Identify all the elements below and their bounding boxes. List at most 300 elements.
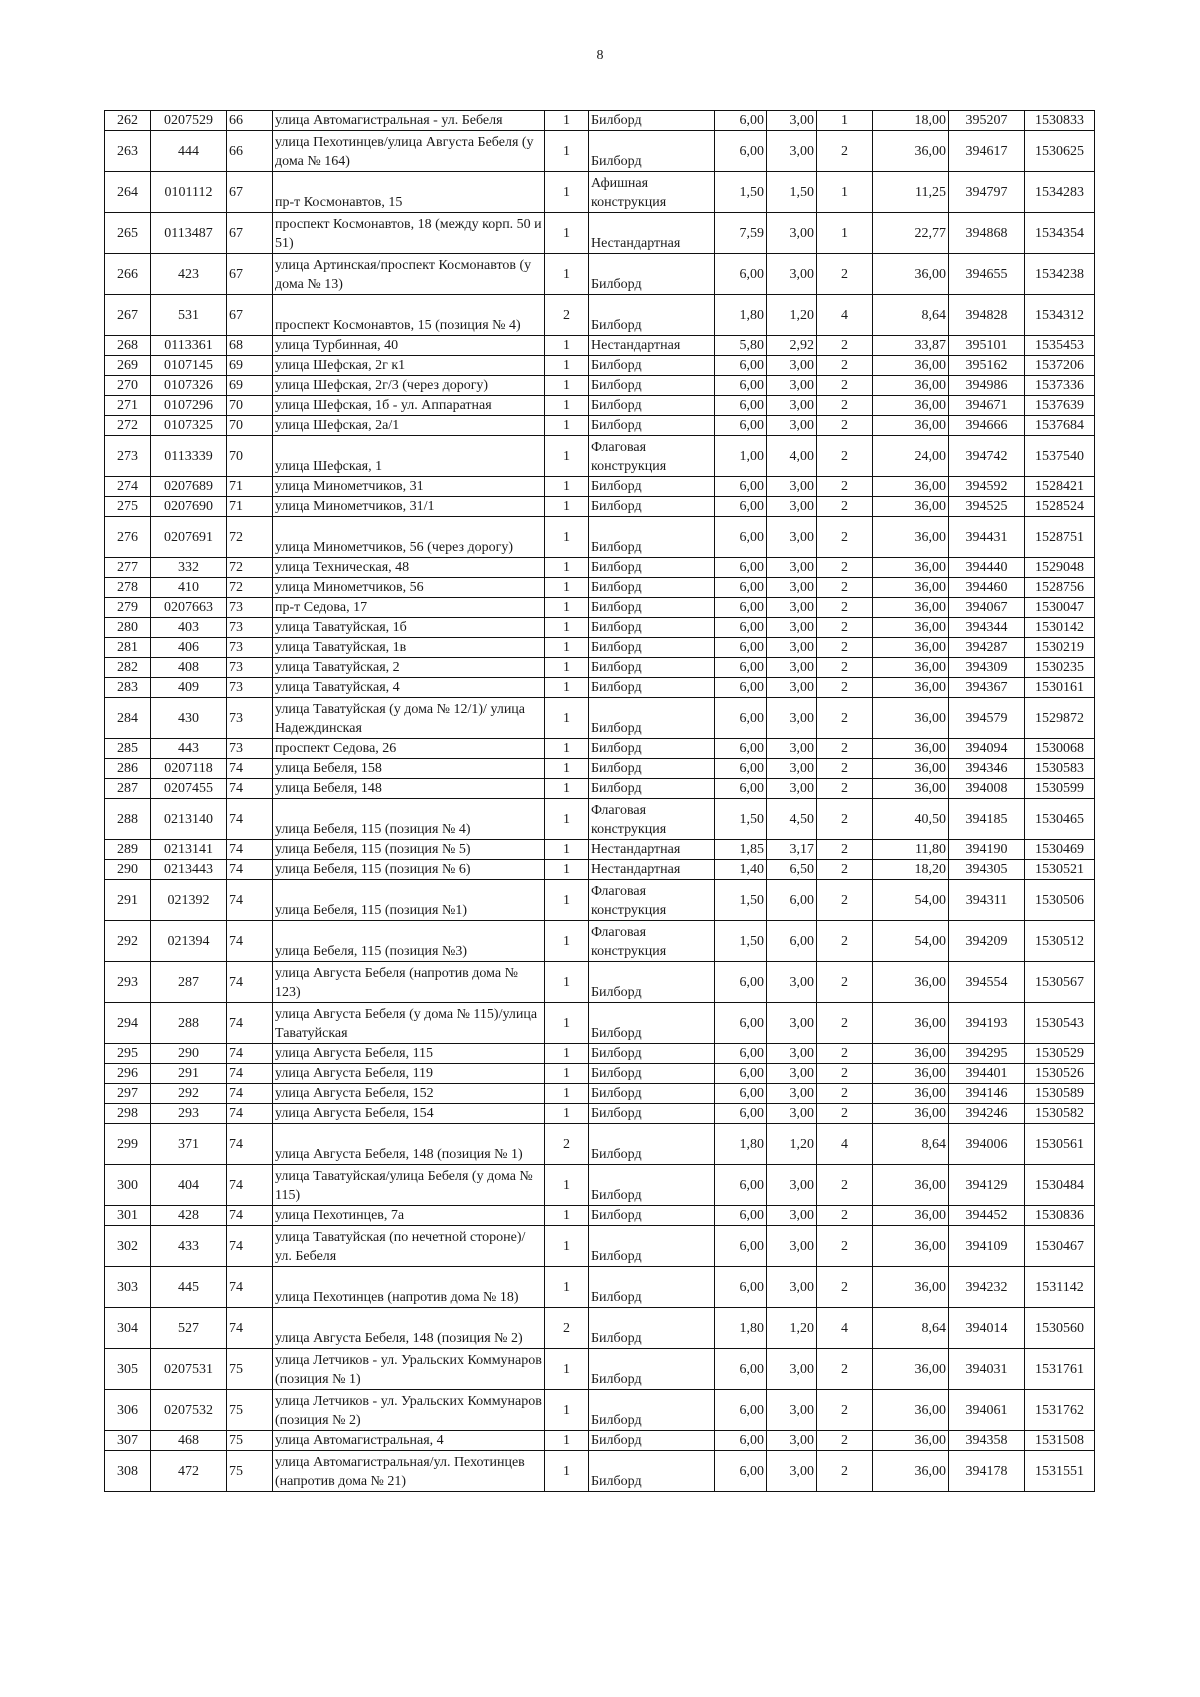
table-row [105, 779, 1095, 799]
coord-x-cell: 394671 [949, 396, 1025, 416]
zone-number-cell: 74 [227, 921, 273, 962]
structure-type-cell: Нестандартная [589, 213, 715, 254]
coord-x-cell: 394232 [949, 1267, 1025, 1308]
area-cell: 36,00 [873, 1267, 949, 1308]
sides-cell: 2 [817, 1390, 873, 1431]
width-cell: 6,00 [715, 396, 767, 416]
count-cell: 1 [545, 416, 589, 436]
coord-y-cell: 1530589 [1025, 1084, 1095, 1104]
structure-type-cell: Билборд [589, 111, 715, 131]
structure-type-cell: Билборд [589, 1084, 715, 1104]
address-cell: улица Таватуйская, 2 [273, 658, 545, 678]
height-cell: 3,00 [767, 356, 817, 376]
width-cell: 6,00 [715, 962, 767, 1003]
structure-type-cell: Билборд [589, 1390, 715, 1431]
coord-y-cell: 1530582 [1025, 1104, 1095, 1124]
table-row [105, 578, 1095, 598]
table-row [105, 1044, 1095, 1064]
area-cell: 36,00 [873, 517, 949, 558]
area-cell: 36,00 [873, 477, 949, 497]
sides-cell: 4 [817, 295, 873, 336]
structure-code-cell: 428 [151, 1206, 227, 1226]
structure-type-cell: Билборд [589, 1431, 715, 1451]
structure-type-cell: Билборд [589, 1206, 715, 1226]
area-cell: 36,00 [873, 1165, 949, 1206]
row-number-cell: 271 [105, 396, 151, 416]
address-cell: улица Августа Бебеля, 148 (позиция № 1) [273, 1124, 545, 1165]
structure-code-cell: 291 [151, 1064, 227, 1084]
coord-x-cell: 394579 [949, 698, 1025, 739]
structure-code-cell: 408 [151, 658, 227, 678]
row-number-cell: 304 [105, 1308, 151, 1349]
address-cell: улица Бебеля, 115 (позиция № 4) [273, 799, 545, 840]
coord-y-cell: 1530484 [1025, 1165, 1095, 1206]
area-cell: 36,00 [873, 558, 949, 578]
coord-x-cell: 394742 [949, 436, 1025, 477]
coord-x-cell: 394190 [949, 840, 1025, 860]
table-row [105, 860, 1095, 880]
row-number-cell: 264 [105, 172, 151, 213]
width-cell: 6,00 [715, 1084, 767, 1104]
height-cell: 3,00 [767, 517, 817, 558]
count-cell: 1 [545, 799, 589, 840]
row-number-cell: 277 [105, 558, 151, 578]
count-cell: 1 [545, 1044, 589, 1064]
coord-x-cell: 394525 [949, 497, 1025, 517]
height-cell: 3,00 [767, 416, 817, 436]
height-cell: 3,00 [767, 698, 817, 739]
coord-y-cell: 1530235 [1025, 658, 1095, 678]
coord-x-cell: 394109 [949, 1226, 1025, 1267]
coord-x-cell: 394797 [949, 172, 1025, 213]
count-cell: 1 [545, 739, 589, 759]
width-cell: 6,00 [715, 779, 767, 799]
area-cell: 40,50 [873, 799, 949, 840]
zone-number-cell: 74 [227, 1064, 273, 1084]
table-row [105, 638, 1095, 658]
height-cell: 3,00 [767, 1226, 817, 1267]
coord-y-cell: 1531761 [1025, 1349, 1095, 1390]
structure-code-cell: 410 [151, 578, 227, 598]
structure-code-cell: 021394 [151, 921, 227, 962]
coord-y-cell: 1534238 [1025, 254, 1095, 295]
zone-number-cell: 74 [227, 880, 273, 921]
coord-x-cell: 394401 [949, 1064, 1025, 1084]
sides-cell: 2 [817, 962, 873, 1003]
row-number-cell: 280 [105, 618, 151, 638]
width-cell: 6,00 [715, 1165, 767, 1206]
row-number-cell: 291 [105, 880, 151, 921]
coord-y-cell: 1530068 [1025, 739, 1095, 759]
coord-x-cell: 394309 [949, 658, 1025, 678]
address-cell: улица Августа Бебеля (напротив дома № 123) [273, 962, 545, 1003]
width-cell: 6,00 [715, 1044, 767, 1064]
sides-cell: 2 [817, 840, 873, 860]
table-row [105, 1003, 1095, 1044]
coord-x-cell: 395162 [949, 356, 1025, 376]
structure-code-cell: 404 [151, 1165, 227, 1206]
coord-y-cell: 1530561 [1025, 1124, 1095, 1165]
coord-x-cell: 394006 [949, 1124, 1025, 1165]
width-cell: 7,59 [715, 213, 767, 254]
row-number-cell: 288 [105, 799, 151, 840]
area-cell: 36,00 [873, 131, 949, 172]
sides-cell: 2 [817, 497, 873, 517]
area-cell: 36,00 [873, 396, 949, 416]
coord-y-cell: 1531762 [1025, 1390, 1095, 1431]
coord-y-cell: 1530465 [1025, 799, 1095, 840]
structure-code-cell: 288 [151, 1003, 227, 1044]
coord-y-cell: 1529872 [1025, 698, 1095, 739]
coord-y-cell: 1528524 [1025, 497, 1095, 517]
coord-y-cell: 1529048 [1025, 558, 1095, 578]
address-cell: улица Бебеля, 115 (позиция № 6) [273, 860, 545, 880]
area-cell: 11,80 [873, 840, 949, 860]
zone-number-cell: 68 [227, 336, 273, 356]
address-cell: улица Августа Бебеля, 119 [273, 1064, 545, 1084]
zone-number-cell: 67 [227, 213, 273, 254]
row-number-cell: 295 [105, 1044, 151, 1064]
coord-x-cell: 394344 [949, 618, 1025, 638]
area-cell: 8,64 [873, 295, 949, 336]
coord-y-cell: 1535453 [1025, 336, 1095, 356]
zone-number-cell: 70 [227, 436, 273, 477]
zone-number-cell: 71 [227, 477, 273, 497]
structure-type-cell: Билборд [589, 1165, 715, 1206]
coord-x-cell: 394178 [949, 1451, 1025, 1492]
count-cell: 2 [545, 1308, 589, 1349]
coord-y-cell: 1534283 [1025, 172, 1095, 213]
table-row [105, 336, 1095, 356]
coord-x-cell: 394828 [949, 295, 1025, 336]
structure-code-cell: 444 [151, 131, 227, 172]
count-cell: 1 [545, 376, 589, 396]
coord-y-cell: 1530560 [1025, 1308, 1095, 1349]
table-row [105, 759, 1095, 779]
table-row [105, 1165, 1095, 1206]
address-cell: улица Шефская, 2г к1 [273, 356, 545, 376]
count-cell: 1 [545, 1431, 589, 1451]
height-cell: 3,00 [767, 1206, 817, 1226]
width-cell: 6,00 [715, 739, 767, 759]
row-number-cell: 266 [105, 254, 151, 295]
coord-x-cell: 394129 [949, 1165, 1025, 1206]
row-number-cell: 300 [105, 1165, 151, 1206]
count-cell: 1 [545, 880, 589, 921]
row-number-cell: 290 [105, 860, 151, 880]
count-cell: 1 [545, 962, 589, 1003]
table-row [105, 1226, 1095, 1267]
coord-y-cell: 1530833 [1025, 111, 1095, 131]
sides-cell: 2 [817, 517, 873, 558]
height-cell: 3,00 [767, 578, 817, 598]
count-cell: 1 [545, 759, 589, 779]
height-cell: 4,50 [767, 799, 817, 840]
table-row [105, 1064, 1095, 1084]
coord-x-cell: 394367 [949, 678, 1025, 698]
row-number-cell: 302 [105, 1226, 151, 1267]
width-cell: 6,00 [715, 558, 767, 578]
structure-code-cell: 0107326 [151, 376, 227, 396]
sides-cell: 2 [817, 477, 873, 497]
zone-number-cell: 73 [227, 618, 273, 638]
coord-x-cell: 394094 [949, 739, 1025, 759]
height-cell: 6,50 [767, 860, 817, 880]
sides-cell: 2 [817, 396, 873, 416]
structure-type-cell: Билборд [589, 1104, 715, 1124]
area-cell: 36,00 [873, 1104, 949, 1124]
area-cell: 36,00 [873, 416, 949, 436]
coord-y-cell: 1530521 [1025, 860, 1095, 880]
table-row [105, 1104, 1095, 1124]
sides-cell: 2 [817, 1267, 873, 1308]
structure-type-cell: Билборд [589, 1226, 715, 1267]
width-cell: 1,50 [715, 172, 767, 213]
coord-y-cell: 1530469 [1025, 840, 1095, 860]
structure-code-cell: 287 [151, 962, 227, 1003]
sides-cell: 2 [817, 638, 873, 658]
address-cell: пр-т Седова, 17 [273, 598, 545, 618]
area-cell: 36,00 [873, 1431, 949, 1451]
address-cell: улица Августа Бебеля (у дома № 115)/улица Таватуйская [273, 1003, 545, 1044]
structure-type-cell: Билборд [589, 376, 715, 396]
table-row [105, 396, 1095, 416]
count-cell: 1 [545, 356, 589, 376]
address-cell: улица Автомагистральная, 4 [273, 1431, 545, 1451]
height-cell: 3,17 [767, 840, 817, 860]
address-cell: проспект Седова, 26 [273, 739, 545, 759]
count-cell: 1 [545, 517, 589, 558]
count-cell: 1 [545, 477, 589, 497]
row-number-cell: 308 [105, 1451, 151, 1492]
structure-type-cell: Билборд [589, 962, 715, 1003]
table-row [105, 618, 1095, 638]
count-cell: 2 [545, 295, 589, 336]
count-cell: 1 [545, 1003, 589, 1044]
structure-type-cell: Билборд [589, 356, 715, 376]
height-cell: 3,00 [767, 638, 817, 658]
row-number-cell: 282 [105, 658, 151, 678]
count-cell: 1 [545, 111, 589, 131]
structure-code-cell: 0113339 [151, 436, 227, 477]
structure-code-cell: 290 [151, 1044, 227, 1064]
zone-number-cell: 74 [227, 1084, 273, 1104]
sides-cell: 2 [817, 678, 873, 698]
coord-x-cell: 394868 [949, 213, 1025, 254]
coord-y-cell: 1531551 [1025, 1451, 1095, 1492]
zone-number-cell: 74 [227, 1104, 273, 1124]
page-number: 8 [596, 48, 604, 63]
sides-cell: 2 [817, 1349, 873, 1390]
coord-x-cell: 394067 [949, 598, 1025, 618]
sides-cell: 2 [817, 618, 873, 638]
height-cell: 3,00 [767, 739, 817, 759]
coord-y-cell: 1530161 [1025, 678, 1095, 698]
area-cell: 8,64 [873, 1308, 949, 1349]
row-number-cell: 307 [105, 1431, 151, 1451]
table-row [105, 295, 1095, 336]
coord-x-cell: 394246 [949, 1104, 1025, 1124]
coord-y-cell: 1530567 [1025, 962, 1095, 1003]
width-cell: 6,00 [715, 356, 767, 376]
structure-type-cell: Билборд [589, 1267, 715, 1308]
height-cell: 3,00 [767, 254, 817, 295]
coord-x-cell: 394305 [949, 860, 1025, 880]
width-cell: 6,00 [715, 416, 767, 436]
coord-x-cell: 394460 [949, 578, 1025, 598]
zone-number-cell: 72 [227, 578, 273, 598]
width-cell: 6,00 [715, 517, 767, 558]
structure-code-cell: 0207531 [151, 1349, 227, 1390]
zone-number-cell: 67 [227, 254, 273, 295]
width-cell: 1,00 [715, 436, 767, 477]
coord-y-cell: 1530599 [1025, 779, 1095, 799]
address-cell: улица Техническая, 48 [273, 558, 545, 578]
address-cell: улица Таватуйская, 1в [273, 638, 545, 658]
row-number-cell: 286 [105, 759, 151, 779]
table-row [105, 1349, 1095, 1390]
address-cell: улица Таватуйская, 1б [273, 618, 545, 638]
coord-y-cell: 1530625 [1025, 131, 1095, 172]
coord-y-cell: 1530583 [1025, 759, 1095, 779]
table-row [105, 1206, 1095, 1226]
count-cell: 1 [545, 172, 589, 213]
structure-code-cell: 445 [151, 1267, 227, 1308]
count-cell: 1 [545, 1451, 589, 1492]
width-cell: 6,00 [715, 618, 767, 638]
count-cell: 1 [545, 1390, 589, 1431]
area-cell: 36,00 [873, 598, 949, 618]
sides-cell: 2 [817, 356, 873, 376]
count-cell: 1 [545, 678, 589, 698]
sides-cell: 2 [817, 759, 873, 779]
count-cell: 1 [545, 1064, 589, 1084]
zone-number-cell: 72 [227, 558, 273, 578]
structure-type-cell: Билборд [589, 739, 715, 759]
table-row [105, 739, 1095, 759]
area-cell: 36,00 [873, 658, 949, 678]
coord-x-cell: 394986 [949, 376, 1025, 396]
structure-type-cell: Нестандартная [589, 860, 715, 880]
structure-type-cell: Билборд [589, 658, 715, 678]
row-number-cell: 275 [105, 497, 151, 517]
count-cell: 1 [545, 1267, 589, 1308]
height-cell: 3,00 [767, 618, 817, 638]
area-cell: 11,25 [873, 172, 949, 213]
sides-cell: 2 [817, 779, 873, 799]
zone-number-cell: 67 [227, 172, 273, 213]
coord-x-cell: 394452 [949, 1206, 1025, 1226]
coord-x-cell: 394358 [949, 1431, 1025, 1451]
coord-x-cell: 394014 [949, 1308, 1025, 1349]
structure-code-cell: 433 [151, 1226, 227, 1267]
width-cell: 6,00 [715, 1390, 767, 1431]
structure-code-cell: 0213443 [151, 860, 227, 880]
coord-x-cell: 394592 [949, 477, 1025, 497]
table-row [105, 376, 1095, 396]
zone-number-cell: 73 [227, 638, 273, 658]
structure-code-cell: 0207690 [151, 497, 227, 517]
address-cell: улица Бебеля, 115 (позиция №3) [273, 921, 545, 962]
address-cell: улица Летчиков - ул. Уральских Коммунаров (позиция № 2) [273, 1390, 545, 1431]
address-cell: улица Бебеля, 115 (позиция №1) [273, 880, 545, 921]
count-cell: 1 [545, 131, 589, 172]
area-cell: 36,00 [873, 962, 949, 1003]
table-row [105, 1451, 1095, 1492]
sides-cell: 2 [817, 1003, 873, 1044]
structure-code-cell: 0207689 [151, 477, 227, 497]
coord-y-cell: 1528751 [1025, 517, 1095, 558]
structure-type-cell: Билборд [589, 779, 715, 799]
area-cell: 22,77 [873, 213, 949, 254]
address-cell: улица Августа Бебеля, 152 [273, 1084, 545, 1104]
sides-cell: 2 [817, 598, 873, 618]
area-cell: 8,64 [873, 1124, 949, 1165]
structure-code-cell: 0113487 [151, 213, 227, 254]
width-cell: 6,00 [715, 1064, 767, 1084]
coord-x-cell: 394666 [949, 416, 1025, 436]
table-row [105, 356, 1095, 376]
address-cell: улица Артинская/проспект Космонавтов (у дома № 13) [273, 254, 545, 295]
zone-number-cell: 73 [227, 598, 273, 618]
structure-code-cell: 527 [151, 1308, 227, 1349]
address-cell: улица Шефская, 1 [273, 436, 545, 477]
coord-y-cell: 1531142 [1025, 1267, 1095, 1308]
structure-code-cell: 0113361 [151, 336, 227, 356]
row-number-cell: 293 [105, 962, 151, 1003]
address-cell: пр-т Космонавтов, 15 [273, 172, 545, 213]
coord-x-cell: 394287 [949, 638, 1025, 658]
zone-number-cell: 66 [227, 131, 273, 172]
area-cell: 36,00 [873, 779, 949, 799]
table-row [105, 678, 1095, 698]
width-cell: 6,00 [715, 1104, 767, 1124]
coord-x-cell: 394554 [949, 962, 1025, 1003]
count-cell: 1 [545, 1349, 589, 1390]
sides-cell: 4 [817, 1308, 873, 1349]
coord-x-cell: 394655 [949, 254, 1025, 295]
row-number-cell: 306 [105, 1390, 151, 1431]
sides-cell: 2 [817, 1431, 873, 1451]
width-cell: 6,00 [715, 131, 767, 172]
coord-x-cell: 394209 [949, 921, 1025, 962]
zone-number-cell: 69 [227, 356, 273, 376]
count-cell: 1 [545, 558, 589, 578]
table-row [105, 880, 1095, 921]
structure-type-cell: Билборд [589, 1349, 715, 1390]
area-cell: 36,00 [873, 1084, 949, 1104]
width-cell: 6,00 [715, 477, 767, 497]
area-cell: 33,87 [873, 336, 949, 356]
width-cell: 6,00 [715, 638, 767, 658]
sides-cell: 4 [817, 1124, 873, 1165]
sides-cell: 2 [817, 1206, 873, 1226]
width-cell: 6,00 [715, 497, 767, 517]
structure-code-cell: 403 [151, 618, 227, 638]
coord-x-cell: 395101 [949, 336, 1025, 356]
structure-type-cell: Билборд [589, 396, 715, 416]
table-row [105, 172, 1095, 213]
count-cell: 1 [545, 840, 589, 860]
row-number-cell: 263 [105, 131, 151, 172]
height-cell: 3,00 [767, 376, 817, 396]
address-cell: улица Пехотинцев/улица Августа Бебеля (у дома № 164) [273, 131, 545, 172]
structure-code-cell: 293 [151, 1104, 227, 1124]
area-cell: 36,00 [873, 759, 949, 779]
address-cell: улица Минометчиков, 56 (через дорогу) [273, 517, 545, 558]
width-cell: 1,80 [715, 1308, 767, 1349]
zone-number-cell: 74 [227, 1308, 273, 1349]
